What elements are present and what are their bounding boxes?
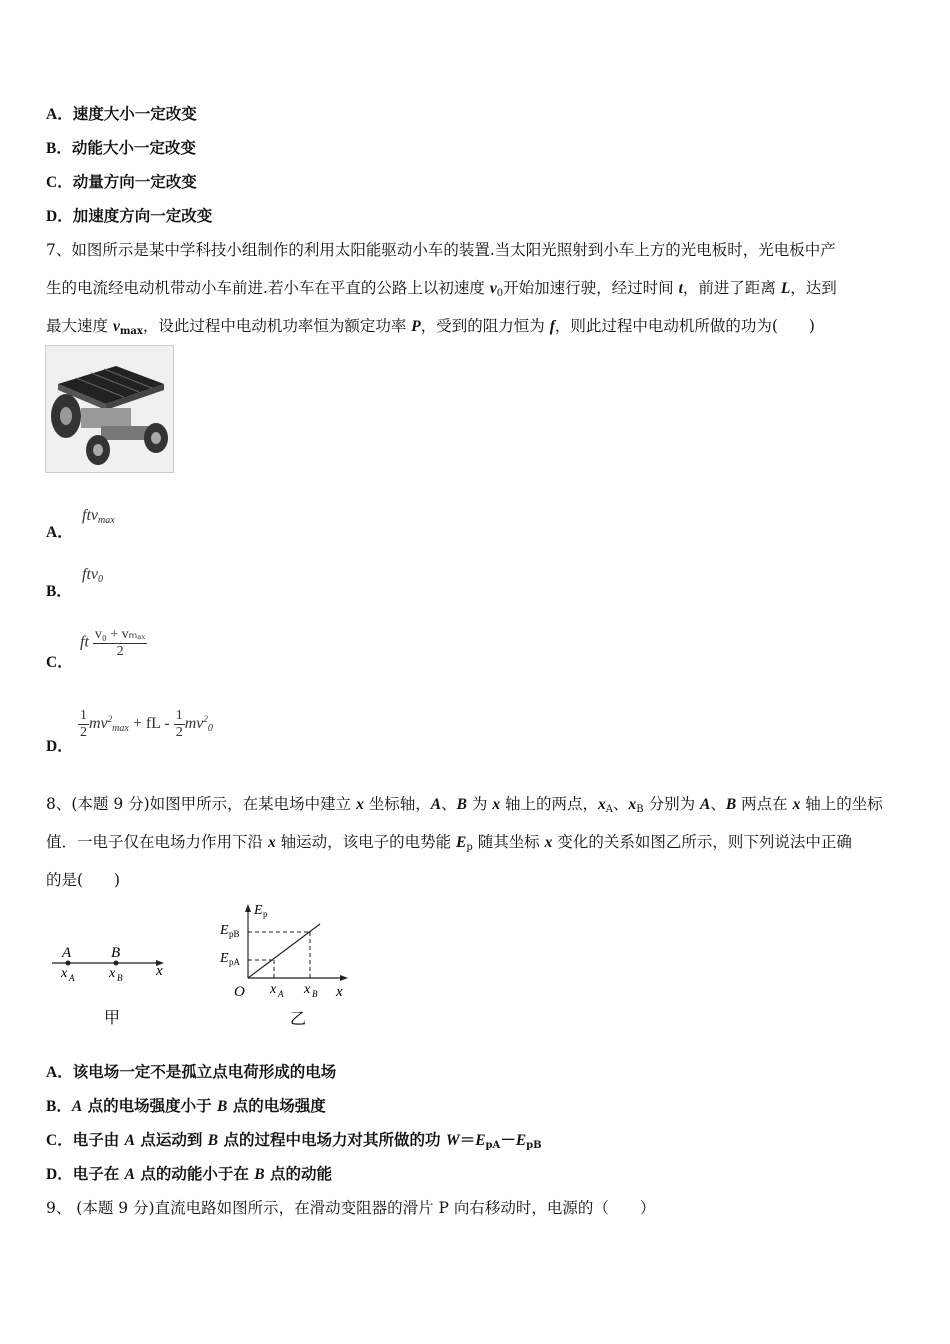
- fig2-axis: x: [336, 984, 343, 1000]
- q7-option-b-label: B．: [46, 583, 72, 600]
- q7-line-2: 生的电流经电动机带动小车前进.若小车在平直的公路上以初速度 $v_0$开始加速行驶，经过时间 t，前进了距离 L，达到: [46, 279, 837, 299]
- q6-option-c: C．动量方向一定改变: [46, 172, 197, 191]
- q6-option-d: D．加速度方向一定改变: [46, 206, 213, 225]
- fig1-xa: x: [61, 966, 68, 981]
- fig1-xb: x: [109, 966, 116, 981]
- q7-option-d-label: D．: [46, 738, 73, 755]
- q7-option-d-expr: $\frac{1}{2}$ $mv^2_{max}$ + fL - $\frac{1}{2}$ $mv^2_0$: [80, 708, 213, 740]
- fig2-xb-sub: B: [312, 989, 318, 999]
- fig1-caption: 甲: [104, 1008, 121, 1025]
- fig2-xa-sub: A: [278, 989, 284, 999]
- figure-jia: [46, 935, 176, 1025]
- q6-option-b: B．动能大小一定改变: [46, 138, 196, 157]
- fig2-ep: E: [254, 903, 263, 918]
- q8-option-c: C．电子由 A 点运动到 B 点的过程中电场力对其所做的功 $W=E_{pA}-E_{pB}$: [46, 1130, 542, 1151]
- q7-option-b-expr: ftv$_0$: [82, 566, 103, 585]
- fig2-epa-sub: pA: [229, 957, 240, 967]
- q8-option-d: D．电子在 A 点的动能小于在 B 点的动能: [46, 1164, 332, 1183]
- fig1-label-b: B: [111, 945, 121, 961]
- fig1-xb-sub: B: [117, 973, 123, 983]
- fig2-xa: x: [270, 982, 277, 997]
- q9-stem: 9、 (本题 9 分)直流电路如图所示，在滑动变阻器的滑片 P 向右移动时，电源的（ ）: [46, 1199, 656, 1217]
- fig2-caption: 乙: [290, 1009, 307, 1028]
- fig2-ep-sub: p: [263, 909, 268, 919]
- q8-line-1: 8、(本题 9 分)如图甲所示，在某电场中建立 x 坐标轴，A、B 为 x 轴上的两点，$x_A$、$x_B$ 分别为 A、B 两点在 x 轴上的坐标: [46, 795, 883, 815]
- q7-option-a-expr: ftv$_{max}$: [82, 507, 115, 526]
- fig2-epb: E: [220, 923, 229, 938]
- q7-option-c-label: C．: [46, 654, 73, 671]
- fig2-epa: E: [220, 951, 229, 966]
- fig1-label-a: A: [62, 945, 72, 961]
- q7-option-a-label: A．: [46, 524, 73, 541]
- q8-option-a: A．该电场一定不是孤立点电荷形成的电场: [46, 1062, 337, 1081]
- fig2-epb-sub: pB: [229, 929, 240, 939]
- q6-option-a: A．速度大小一定改变: [46, 104, 197, 123]
- fig1-xa-sub: A: [69, 973, 75, 983]
- fig1-axis: x: [156, 963, 163, 979]
- fig2-xb: x: [304, 982, 311, 997]
- q7-line-1: 7、如图所示是某中学科技小组制作的利用太阳能驱动小车的装置.当太阳光照射到小车上方的光电板时，光电板中产: [46, 241, 836, 259]
- solar-car-photo: [45, 345, 174, 473]
- q7-line-3: 最大速度 $v_{max}$，设此过程中电动机功率恒为额定功率 P，受到的阻力恒为 f，则此过程中电动机所做的功为( ): [46, 317, 815, 337]
- figure-yi: [218, 898, 358, 1028]
- q8-line-2: 值．一电子仅在电场力作用下沿 x 轴运动，该电子的电势能 $E_p$ 随其坐标 x 变化的关系如图乙所示，则下列说法中正确: [46, 833, 852, 853]
- q7-option-c-expr: ft $\frac{\text{v₀ + vₘₐₓ}}{2}$: [80, 627, 146, 659]
- q8-option-b: B．A 点的电场强度小于 B 点的电场强度: [46, 1096, 326, 1115]
- q8-line-3: 的是( ): [46, 871, 121, 889]
- fig2-origin: O: [234, 984, 245, 1000]
